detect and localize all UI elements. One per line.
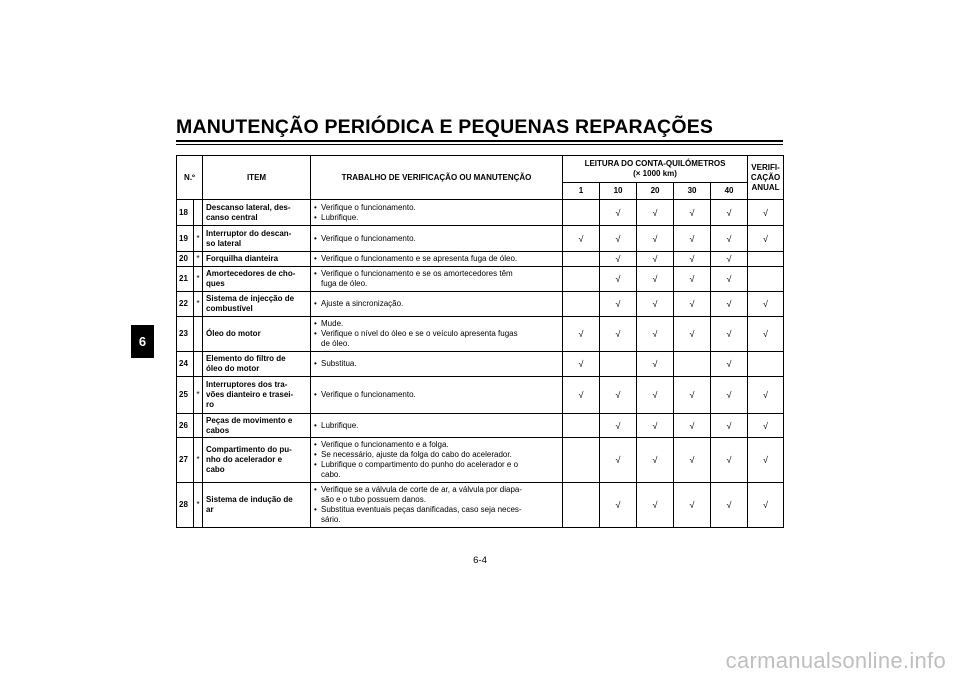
check-mark: √ bbox=[637, 317, 674, 352]
row-number: 28 bbox=[177, 483, 194, 528]
table-row bbox=[177, 377, 784, 414]
row-number: 25 bbox=[177, 377, 194, 414]
work-description bbox=[311, 483, 563, 528]
check-mark bbox=[563, 438, 600, 483]
check-mark: √ bbox=[711, 438, 748, 483]
task-item: • Verifique o funcionamento e se apresenta fuga de óleo. bbox=[314, 254, 560, 264]
check-mark: √ bbox=[711, 483, 748, 528]
check-mark: √ bbox=[600, 267, 637, 292]
check-mark: √ bbox=[637, 292, 674, 317]
task-list bbox=[314, 234, 560, 244]
title-rule-thin bbox=[176, 144, 783, 145]
header-interval: 20 bbox=[637, 183, 674, 200]
check-mark bbox=[600, 352, 637, 377]
check-mark: √ bbox=[674, 252, 711, 267]
task-list bbox=[314, 319, 560, 349]
row-number: 20 bbox=[177, 252, 194, 267]
task-item: • Substitua eventuais peças danificadas, caso seja neces- sário. bbox=[314, 505, 560, 525]
header-interval: 1 bbox=[563, 183, 600, 200]
check-mark: √ bbox=[674, 200, 711, 226]
chapter-tab: 6 bbox=[131, 325, 154, 358]
check-mark: √ bbox=[563, 317, 600, 352]
dealer-service-marker: * bbox=[194, 438, 203, 483]
header-annual-check: VERIFI- CAÇÃO ANUAL bbox=[748, 156, 784, 200]
work-description bbox=[311, 267, 563, 292]
check-mark: √ bbox=[674, 414, 711, 438]
item-name: Sistema de indução de ar bbox=[203, 483, 311, 528]
title-rule bbox=[176, 140, 783, 142]
table-row bbox=[177, 414, 784, 438]
check-mark: √ bbox=[637, 352, 674, 377]
task-list bbox=[314, 485, 560, 525]
work-description bbox=[311, 438, 563, 483]
header-odometer-label: LEITURA DO CONTA-QUILÓMETROS bbox=[584, 159, 726, 168]
task-item: • Lubrifique o compartimento do punho do acelerador e o cabo. bbox=[314, 460, 560, 480]
dealer-service-marker: * bbox=[194, 226, 203, 252]
row-number: 22 bbox=[177, 292, 194, 317]
check-mark bbox=[563, 267, 600, 292]
table-row bbox=[177, 226, 784, 252]
check-mark: √ bbox=[600, 438, 637, 483]
task-list bbox=[314, 269, 560, 289]
check-mark: √ bbox=[563, 226, 600, 252]
check-mark: √ bbox=[674, 226, 711, 252]
annual-check-mark: √ bbox=[748, 317, 784, 352]
row-number: 27 bbox=[177, 438, 194, 483]
check-mark bbox=[563, 292, 600, 317]
item-name: Interruptor do descan- so lateral bbox=[203, 226, 311, 252]
row-number: 23 bbox=[177, 317, 194, 352]
work-description bbox=[311, 414, 563, 438]
task-item: • Verifique o funcionamento. bbox=[314, 390, 560, 400]
table-body bbox=[177, 200, 784, 528]
watermark: carmanualsonline.info bbox=[725, 648, 946, 673]
task-list bbox=[314, 254, 560, 264]
task-list bbox=[314, 421, 560, 431]
check-mark: √ bbox=[711, 226, 748, 252]
annual-check-mark: √ bbox=[748, 292, 784, 317]
dealer-service-marker: * bbox=[194, 267, 203, 292]
page-number: 6-4 bbox=[473, 555, 487, 566]
annual-check-mark bbox=[748, 252, 784, 267]
task-item: • Lubrifique. bbox=[314, 213, 560, 223]
annual-check-mark: √ bbox=[748, 414, 784, 438]
check-mark: √ bbox=[600, 377, 637, 414]
check-mark: √ bbox=[711, 352, 748, 377]
maintenance-table bbox=[176, 155, 784, 528]
header-num: N.º bbox=[177, 156, 203, 200]
page-title: MANUTENÇÃO PERIÓDICA E PEQUENAS REPARAÇÕES bbox=[176, 116, 714, 138]
check-mark: √ bbox=[637, 483, 674, 528]
check-mark: √ bbox=[674, 377, 711, 414]
work-description bbox=[311, 292, 563, 317]
task-item: • Verifique o nível do óleo e se o veículo apresenta fugas de óleo. bbox=[314, 329, 560, 349]
dealer-service-marker: * bbox=[194, 252, 203, 267]
dealer-service-marker: * bbox=[194, 377, 203, 414]
item-name: Peças de movimento e cabos bbox=[203, 414, 311, 438]
row-number: 24 bbox=[177, 352, 194, 377]
header-interval: 40 bbox=[711, 183, 748, 200]
check-mark: √ bbox=[563, 352, 600, 377]
header-item: ITEM bbox=[203, 156, 311, 200]
dealer-service-marker: * bbox=[194, 292, 203, 317]
row-number: 19 bbox=[177, 226, 194, 252]
check-mark: √ bbox=[600, 483, 637, 528]
task-item: • Se necessário, ajuste da folga do cabo do acelerador. bbox=[314, 450, 560, 460]
check-mark: √ bbox=[674, 292, 711, 317]
annual-check-mark: √ bbox=[748, 483, 784, 528]
table-row bbox=[177, 317, 784, 352]
table-row bbox=[177, 483, 784, 528]
check-mark: √ bbox=[637, 226, 674, 252]
check-mark: √ bbox=[637, 377, 674, 414]
task-item: • Verifique o funcionamento e se os amortecedores têm fuga de óleo. bbox=[314, 269, 560, 289]
task-item: • Verifique o funcionamento e a folga. bbox=[314, 440, 560, 450]
annual-check-mark bbox=[748, 267, 784, 292]
header-work: TRABALHO DE VERIFICAÇÃO OU MANUTENÇÃO bbox=[311, 156, 563, 200]
check-mark: √ bbox=[637, 200, 674, 226]
table-row bbox=[177, 352, 784, 377]
check-mark: √ bbox=[600, 414, 637, 438]
dealer-service-marker bbox=[194, 352, 203, 377]
annual-check-mark: √ bbox=[748, 377, 784, 414]
check-mark bbox=[674, 352, 711, 377]
check-mark: √ bbox=[711, 414, 748, 438]
task-list bbox=[314, 440, 560, 480]
check-mark: √ bbox=[637, 252, 674, 267]
check-mark: √ bbox=[711, 267, 748, 292]
task-item: • Ajuste a sincronização. bbox=[314, 299, 560, 309]
check-mark: √ bbox=[674, 317, 711, 352]
work-description bbox=[311, 352, 563, 377]
task-item: • Verifique o funcionamento. bbox=[314, 234, 560, 244]
row-number: 18 bbox=[177, 200, 194, 226]
item-name: Amortecedores de cho- ques bbox=[203, 267, 311, 292]
dealer-service-marker bbox=[194, 414, 203, 438]
check-mark bbox=[563, 483, 600, 528]
check-mark bbox=[563, 200, 600, 226]
annual-check-mark bbox=[748, 352, 784, 377]
task-item: • Substitua. bbox=[314, 359, 560, 369]
task-item: • Lubrifique. bbox=[314, 421, 560, 431]
check-mark: √ bbox=[674, 267, 711, 292]
work-description bbox=[311, 377, 563, 414]
task-list bbox=[314, 203, 560, 223]
item-name: Forquilha dianteira bbox=[203, 252, 311, 267]
task-item: • Mude. bbox=[314, 319, 560, 329]
item-name: Sistema de injecção de combustível bbox=[203, 292, 311, 317]
check-mark: √ bbox=[600, 317, 637, 352]
check-mark bbox=[563, 414, 600, 438]
row-number: 21 bbox=[177, 267, 194, 292]
table-row bbox=[177, 438, 784, 483]
annual-check-mark: √ bbox=[748, 200, 784, 226]
check-mark: √ bbox=[600, 292, 637, 317]
check-mark: √ bbox=[674, 438, 711, 483]
task-list bbox=[314, 299, 560, 309]
task-item: • Verifique se a válvula de corte de ar, a válvula por diapa- são e o tubo possuem danos. bbox=[314, 485, 560, 505]
check-mark: √ bbox=[600, 200, 637, 226]
check-mark: √ bbox=[563, 377, 600, 414]
task-item: • Verifique o funcionamento. bbox=[314, 203, 560, 213]
check-mark: √ bbox=[711, 292, 748, 317]
item-name: Descanso lateral, des- canso central bbox=[203, 200, 311, 226]
table-row bbox=[177, 292, 784, 317]
work-description bbox=[311, 226, 563, 252]
task-list bbox=[314, 390, 560, 400]
dealer-service-marker: * bbox=[194, 483, 203, 528]
item-name: Interruptores dos tra- vões dianteiro e trasei- ro bbox=[203, 377, 311, 414]
header-odometer bbox=[563, 156, 748, 183]
annual-check-mark: √ bbox=[748, 438, 784, 483]
item-name: Óleo do motor bbox=[203, 317, 311, 352]
work-description bbox=[311, 252, 563, 267]
dealer-service-marker bbox=[194, 200, 203, 226]
check-mark: √ bbox=[600, 252, 637, 267]
check-mark bbox=[563, 252, 600, 267]
check-mark: √ bbox=[711, 252, 748, 267]
table-row bbox=[177, 200, 784, 226]
task-list bbox=[314, 359, 560, 369]
table-row bbox=[177, 252, 784, 267]
item-name: Elemento do filtro de óleo do motor bbox=[203, 352, 311, 377]
work-description bbox=[311, 200, 563, 226]
check-mark: √ bbox=[637, 267, 674, 292]
item-name: Compartimento do pu- nho do acelerador e cabo bbox=[203, 438, 311, 483]
header-odometer-unit: (× 1000 km) bbox=[633, 169, 677, 178]
header-interval: 10 bbox=[600, 183, 637, 200]
check-mark: √ bbox=[711, 317, 748, 352]
table-header bbox=[177, 156, 784, 200]
header-interval: 30 bbox=[674, 183, 711, 200]
row-number: 26 bbox=[177, 414, 194, 438]
check-mark: √ bbox=[711, 377, 748, 414]
annual-check-mark: √ bbox=[748, 226, 784, 252]
check-mark: √ bbox=[600, 226, 637, 252]
dealer-service-marker bbox=[194, 317, 203, 352]
check-mark: √ bbox=[637, 414, 674, 438]
check-mark: √ bbox=[711, 200, 748, 226]
check-mark: √ bbox=[674, 483, 711, 528]
work-description bbox=[311, 317, 563, 352]
check-mark: √ bbox=[637, 438, 674, 483]
table-row bbox=[177, 267, 784, 292]
